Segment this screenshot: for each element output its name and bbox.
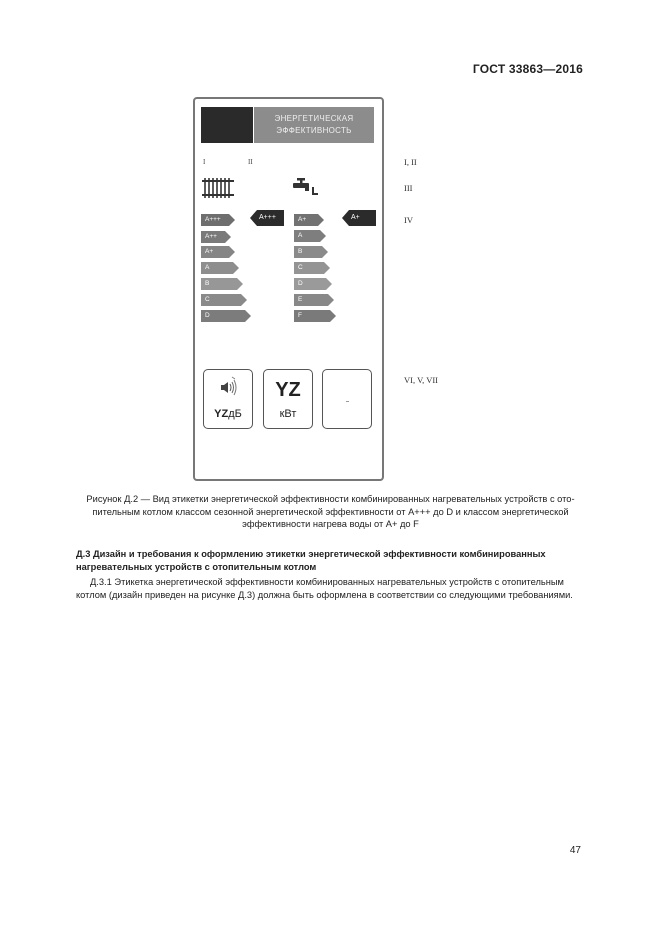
heating-class-arrow	[201, 214, 235, 226]
water-class-label: C	[298, 264, 303, 271]
water-class-label: A	[298, 232, 303, 239]
document-code: ГОСТ 33863—2016	[472, 62, 583, 76]
sound-level-value: YZ	[214, 408, 229, 420]
heating-class-label: A+++	[205, 216, 221, 223]
label-title-line1: ЭНЕРГЕТИЧЕСКАЯ	[274, 114, 354, 123]
heating-class-arrow	[201, 310, 251, 322]
water-class-arrow	[294, 262, 330, 274]
section-heading	[76, 548, 596, 573]
caption-line: эффективности нагрева воды от A+ до F	[242, 519, 419, 529]
figure-caption	[64, 493, 597, 531]
water-marker-label: A+	[351, 214, 360, 221]
water-class-arrow	[294, 230, 326, 242]
caption-line: Рисунок Д.2 — Вид этикетки энергетической эффективности комбинированных нагревательных устройств с ото-	[86, 494, 575, 504]
page-number: 47	[569, 845, 581, 856]
heating-class-label: A	[205, 264, 210, 271]
water-class-arrow	[294, 214, 324, 226]
water-class-label: D	[298, 280, 303, 287]
heading-line: Д.3 Дизайн и требования к оформлению этикетки энергетической эффективности комбинированных	[76, 549, 546, 559]
sound-level-unit: дБ	[228, 408, 242, 420]
rated-power-box	[263, 369, 313, 429]
water-class-label: A+	[298, 216, 307, 223]
speaker-icon	[220, 376, 240, 403]
water-class-label: F	[298, 312, 302, 319]
roman-mark-i: I	[203, 158, 206, 166]
water-class-arrow	[294, 278, 332, 290]
empty-info-box	[322, 369, 372, 429]
heating-class-label: A+	[205, 248, 214, 255]
callout-i-ii: I, II	[404, 157, 417, 167]
heating-class-arrow	[201, 262, 239, 274]
water-class-label: B	[298, 248, 303, 255]
paragraph-line: котлом (дизайн приведен на рисунке Д.3) должна быть оформлена в соответствии со следующими требованиями.	[76, 589, 573, 600]
rated-power-value: YZ	[275, 379, 301, 401]
paragraph-line: Д.3.1 Этикетка энергетической эффективности комбинированных нагревательных устройств с отопительным	[90, 577, 564, 587]
body-paragraph	[76, 576, 596, 601]
water-class-marker	[342, 210, 376, 226]
water-class-arrow	[294, 294, 334, 306]
heating-class-arrow	[201, 231, 231, 243]
callout-vi-v-vii: VI, V, VII	[404, 375, 439, 385]
callout-iii: III	[404, 183, 413, 193]
heating-class-label: A++	[205, 233, 217, 240]
heating-class-label: C	[205, 296, 210, 303]
heating-class-arrow	[201, 278, 243, 290]
heating-marker-label: A+++	[259, 214, 276, 221]
water-class-arrow	[294, 310, 336, 322]
water-class-arrow	[294, 246, 328, 258]
heating-class-arrow	[201, 294, 247, 306]
heating-class-marker	[250, 210, 284, 226]
heating-class-label: D	[205, 312, 210, 319]
caption-line: пительным котлом классом сезонной энергетической эффективности от A+++ до D и классом энергетической	[92, 506, 569, 517]
rated-power-unit: кВт	[279, 408, 297, 420]
heating-class-label: B	[205, 280, 210, 287]
box-dash	[346, 401, 349, 402]
label-title-line2: ЭФФЕКТИВНОСТЬ	[276, 126, 352, 135]
heading-line: нагревательных устройств с отопительным котлом	[76, 561, 317, 572]
roman-mark-ii: II	[248, 158, 253, 166]
label-logo-block	[201, 107, 253, 143]
radiator-icon	[202, 177, 234, 204]
label-title-block	[254, 107, 374, 143]
callout-iv: IV	[404, 215, 413, 225]
water-tap-icon	[293, 178, 319, 203]
sound-level-box	[203, 369, 253, 429]
water-class-label: E	[298, 296, 303, 303]
heating-class-arrow	[201, 246, 235, 258]
